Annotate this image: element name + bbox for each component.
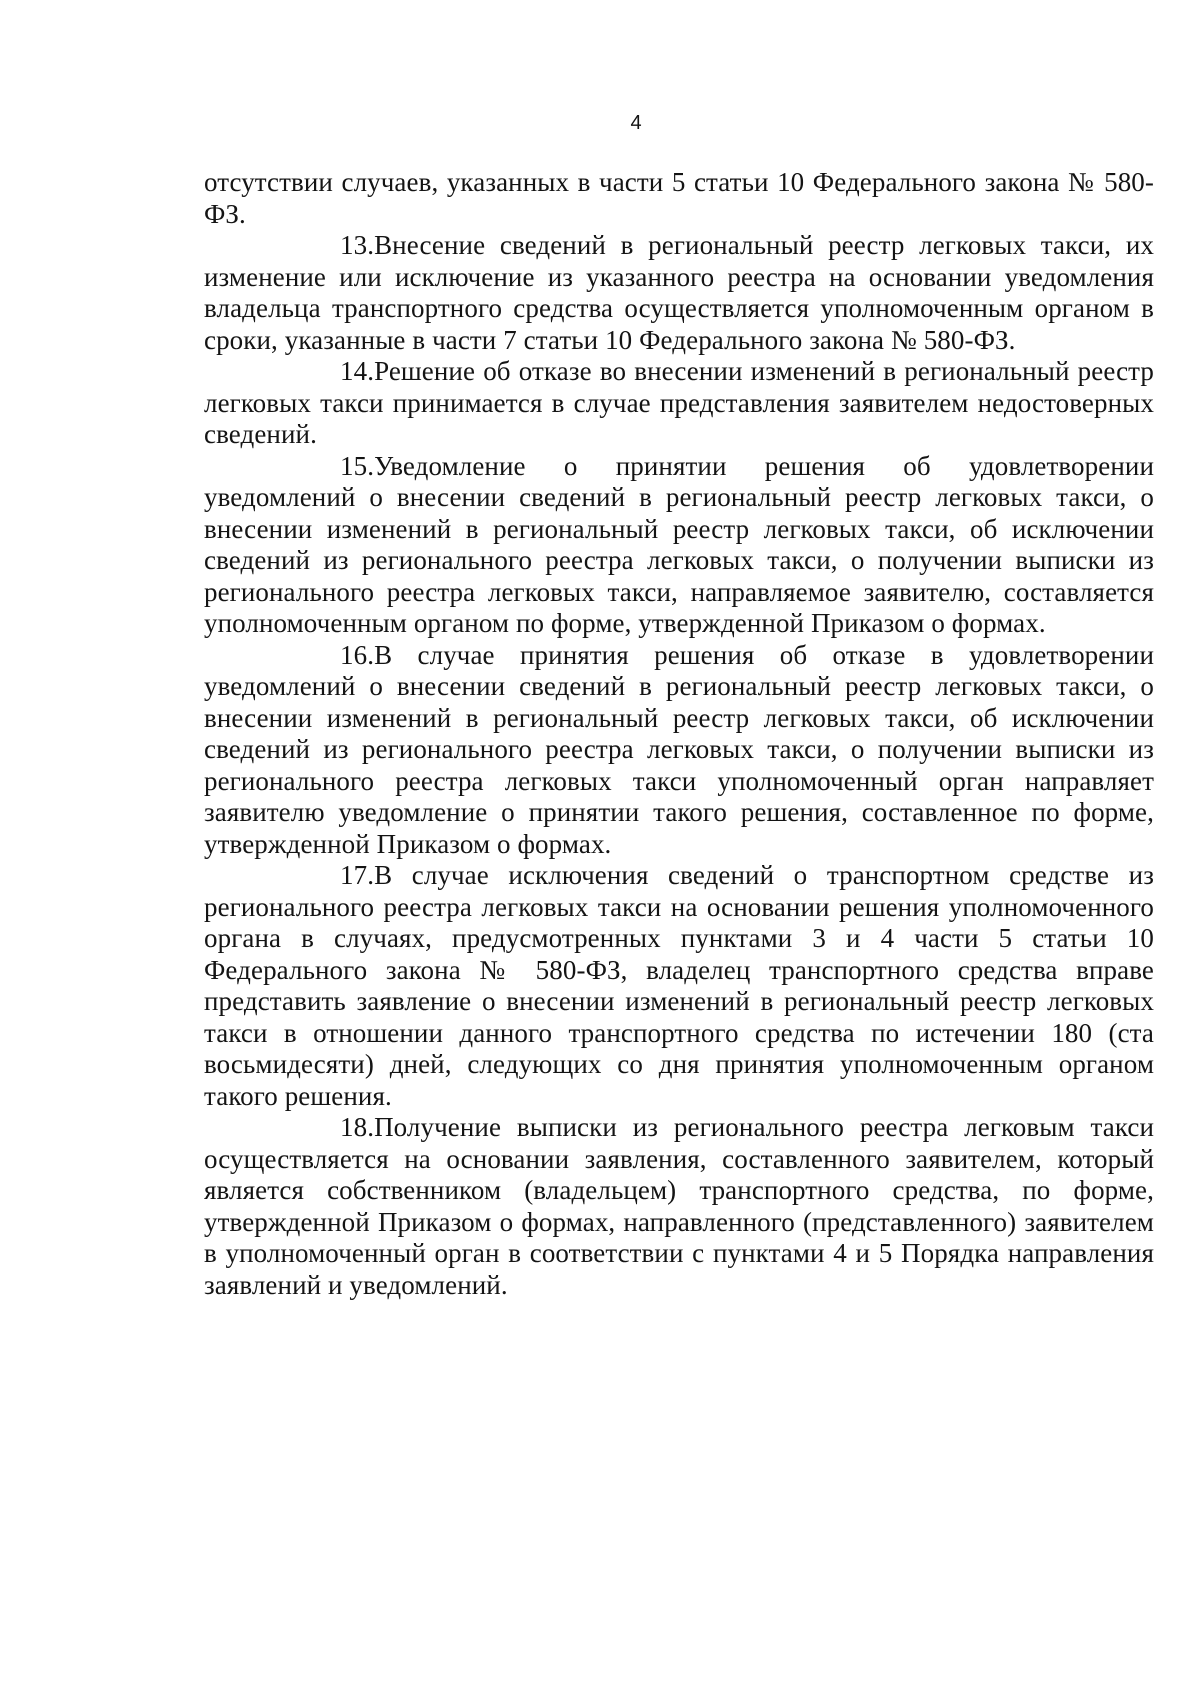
paragraph-16: [204, 640, 1154, 861]
paragraph-14: [204, 356, 1154, 451]
paragraph-text: Внесение сведений в региональный реестр легковых такси, их изменение или исключение из указанного реестра на основании уведомления владельца транспортного средства осуществляется уполномоченным органом в сроки, указанные в части 7 статьи 10 Федерального закона № 580-ФЗ.: [204, 230, 1154, 355]
paragraph-text: В случае принятия решения об отказе в удовлетворении уведомлений о внесении сведений в региональный реестр легковых такси, о внесении изменений в региональный реестр легковых такси, об исключении сведений из регионального реестра легковых такси, о получении выписки из регионального реестра легковых такси уполномоченный орган направляет заявителю уведомление о принятии такого решения, составленное по форме, утвержденной Приказом о формах.: [204, 639, 1154, 859]
paragraph-number: 18.: [340, 1112, 375, 1142]
paragraph-number: 13.: [340, 230, 375, 260]
page-number: 4: [630, 112, 642, 134]
paragraph-text: Получение выписки из регионального реестра легковым такси осуществляется на основании заявления, составленного заявителем, который является собственником (владельцем) транспортного средства, по форме, утвержденной Приказом о формах, направленного (представленного) заявителем в уполномоченный орган в соответствии с пунктами 4 и 5 Порядка направления заявлений и уведомлений.: [204, 1112, 1154, 1300]
paragraph-text: Решение об отказе во внесении изменений в региональный реестр легковых такси принимается в случае представления заявителем недостоверных сведений.: [204, 356, 1154, 449]
paragraph-number: 14.: [340, 356, 375, 386]
paragraph-text: В случае исключения сведений о транспортном средстве из регионального реестра легковых такси на основании решения уполномоченного органа в случаях, предусмотренных пунктами 3 и 4 части 5 статьи 10 Федерального закона № 580-ФЗ, владелец транспортного средства вправе представить заявление о внесении изменений в региональный реестр легковых такси в отношении данного транспортного средства по истечении 180 (ста восьмидесяти) дней, следующих со дня принятия уполномоченным органом такого решения.: [204, 860, 1154, 1111]
paragraph-15: [204, 451, 1154, 640]
continuation-paragraph: отсутствии случаев, указанных в части 5 статьи 10 Федерального закона № 580-ФЗ.: [204, 167, 1154, 229]
paragraph-number: 16.: [340, 639, 375, 670]
paragraph-17: [204, 860, 1154, 1112]
paragraph-13: [204, 230, 1154, 356]
paragraph-number: 15.: [340, 450, 375, 481]
paragraph-18: [204, 1112, 1154, 1301]
document-body: [204, 167, 1154, 1301]
paragraph-text: Уведомление о принятии решения об удовлетворении уведомлений о внесении сведений в региональный реестр легковых такси, о внесении изменений в региональный реестр легковых такси, об исключении сведений из регионального реестра легковых такси, о получении выписки из регионального реестра легковых такси, направляемое заявителю, составляется уполномоченным органом по форме, утвержденной Приказом о формах.: [204, 450, 1154, 638]
paragraph-number: 17.: [340, 860, 375, 890]
